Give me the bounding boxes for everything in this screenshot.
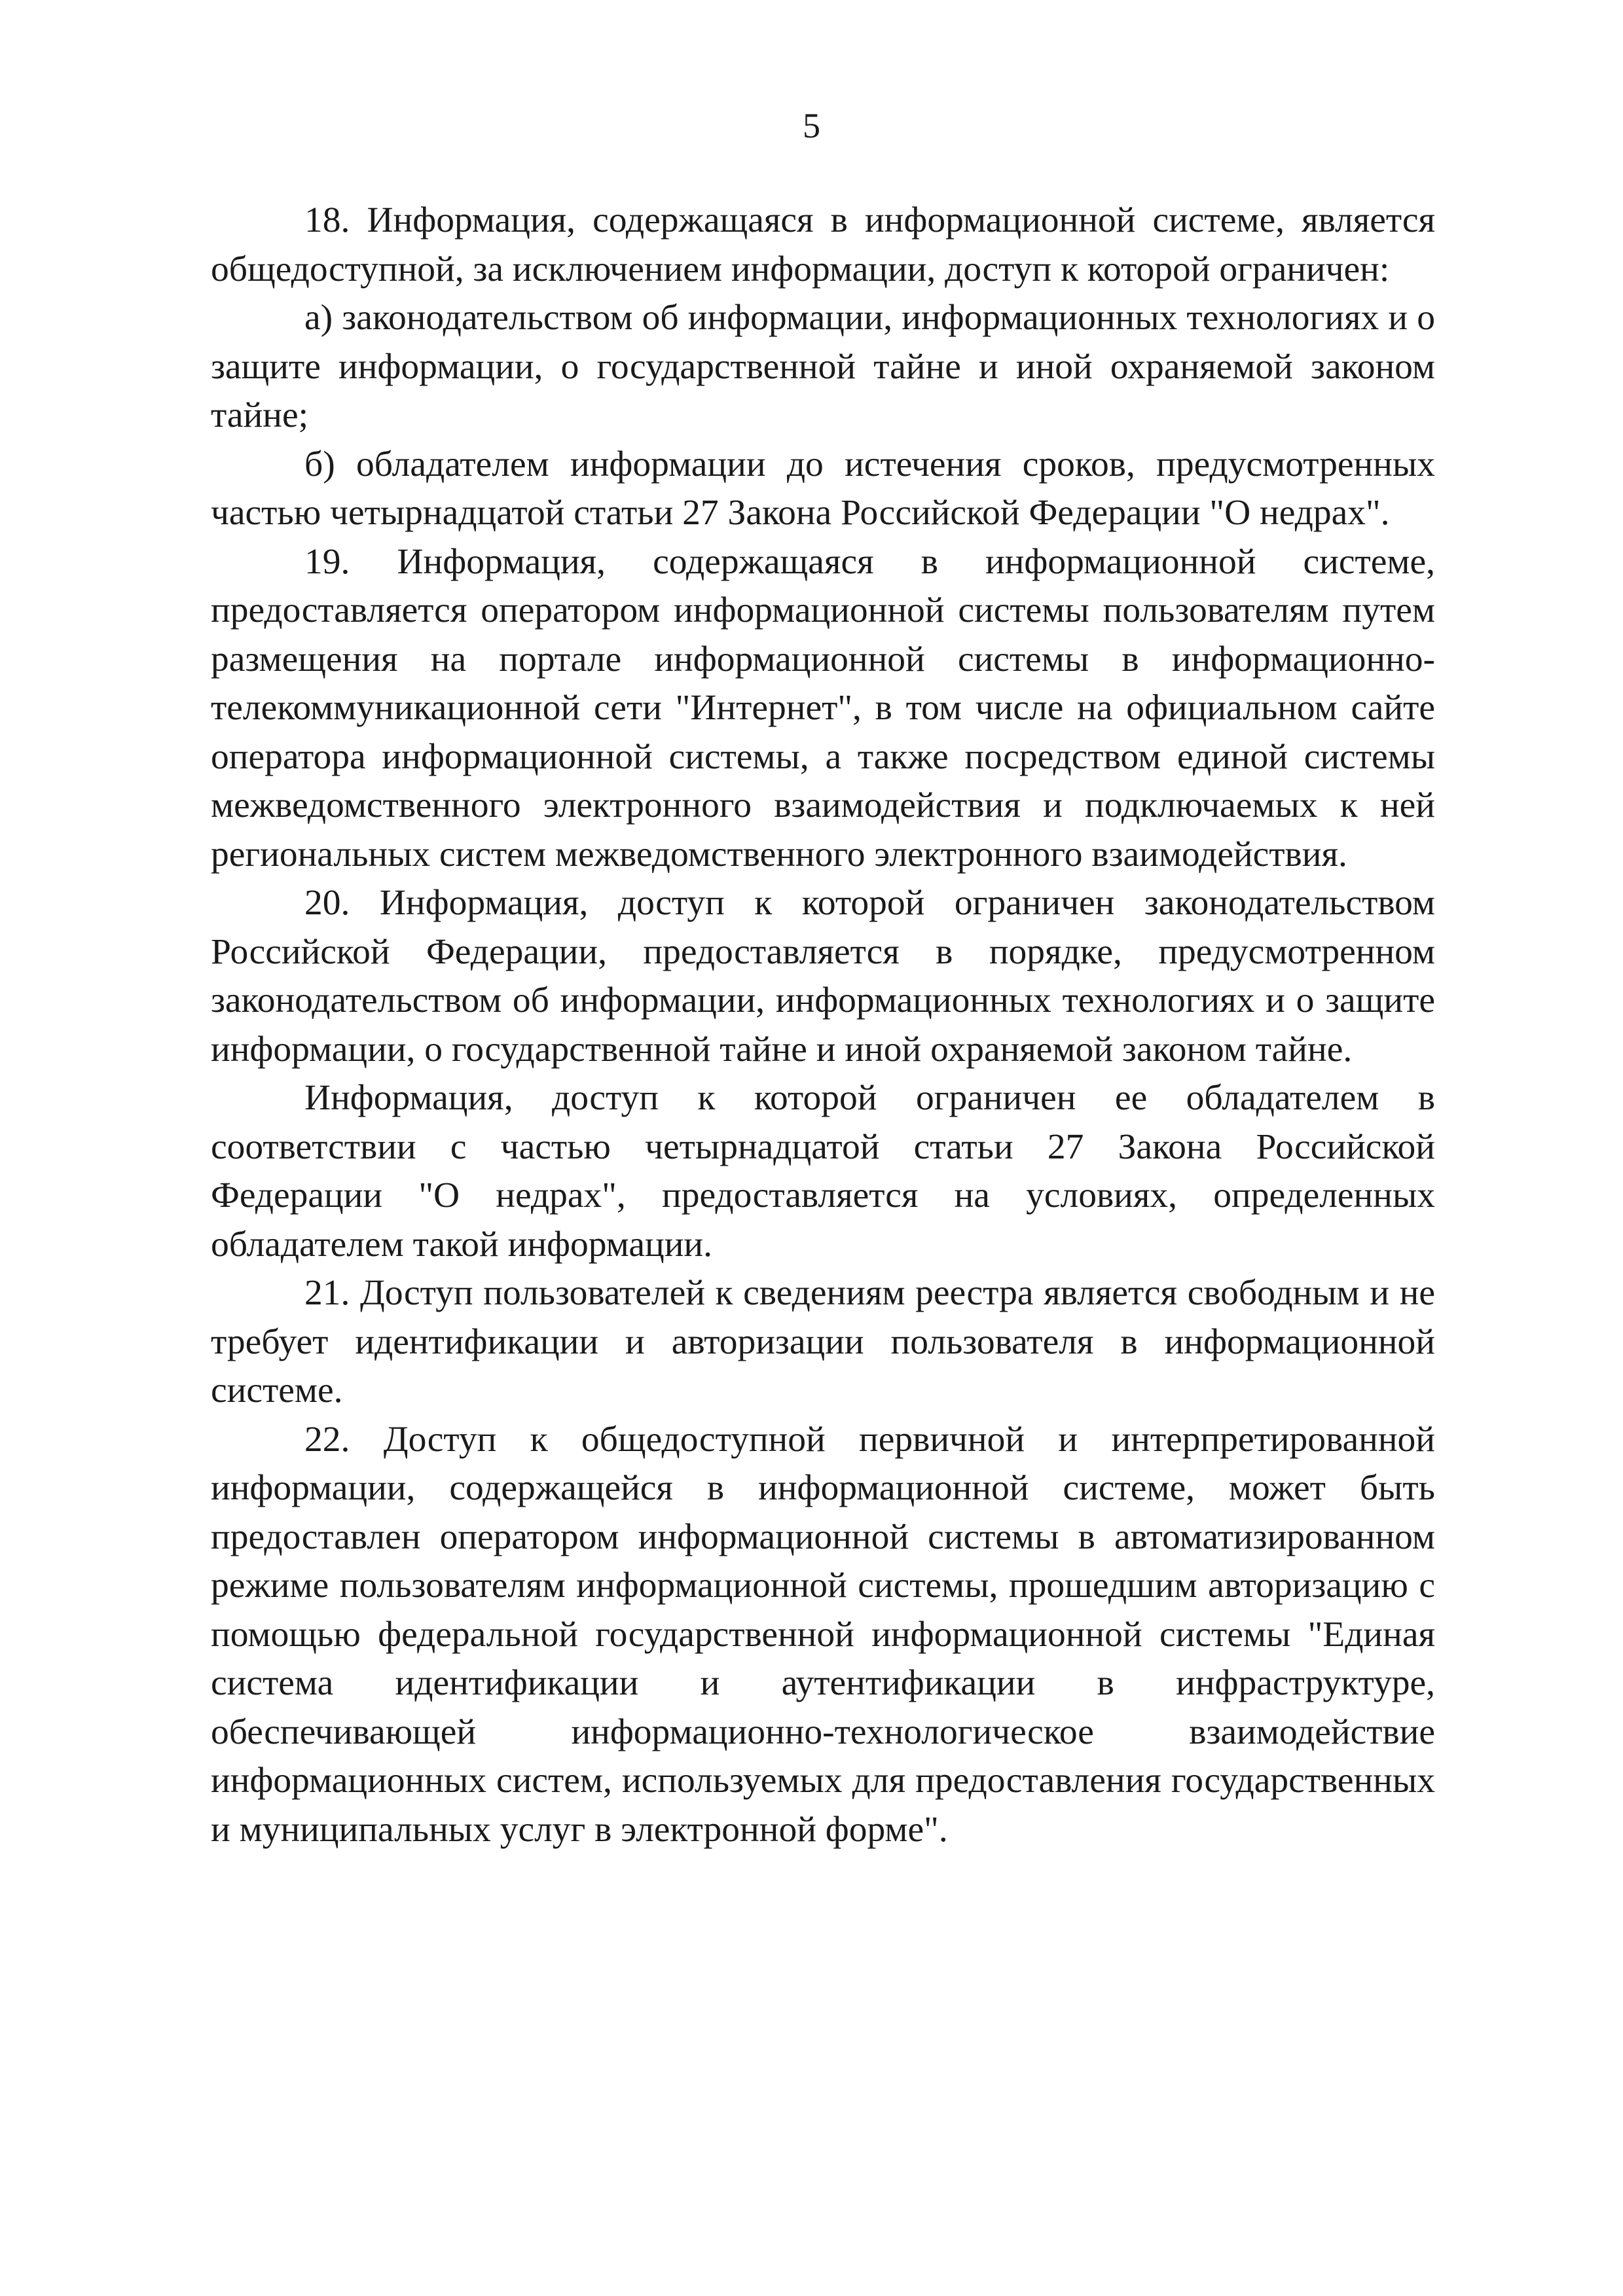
paragraph-22: 22. Доступ к общедоступной первичной и интерпретированной информации, содержащейся в информационной системе, может быть предоставлен оператором информационной системы в автоматизированном режиме пользователям информационной системы, прошедшим авторизацию с помощью федеральной государственной информационной системы "Единая система идентификации и аутентификации в инфраструктуре, обеспечивающей информационно-технологическое взаимодействие информационных систем, используемых для предоставления государственных и муниципальных услуг в электронной форме". <box>211 1419 1435 1850</box>
document-body <box>211 196 1435 1854</box>
paragraph-18: 18. Информация, содержащаяся в информационной системе, является общедоступной, за исключением информации, доступ к которой ограничен: <box>211 200 1435 289</box>
page-number: 5 <box>803 106 820 145</box>
paragraph-19: 19. Информация, содержащаяся в информационной системе, предоставляется оператором информационной системы пользователям путем размещения на портале информационной системы в информационно-телекоммуникационной сети "Интернет", в том числе на официальном сайте оператора информационной системы, а также посредством единой системы межведомственного электронного взаимодействия и подключаемых к ней региональных систем межведомственного электронного взаимодействия. <box>211 541 1435 874</box>
paragraph-18a: а) законодательством об информации, информационных технологиях и о защите информации, о государственной тайне и иной охраняемой законом тайне; <box>211 298 1435 435</box>
paragraph-20-part-2: Информация, доступ к которой ограничен ее обладателем в соответствии с частью четырнадцатой статьи 27 Закона Российской Федерации "О недрах", предоставляется на условиях, определенных обладателем такой информации. <box>211 1078 1435 1265</box>
paragraph-18b: б) обладателем информации до истечения сроков, предусмотренных частью четырнадцатой статьи 27 Закона Российской Федерации "О недрах". <box>211 444 1435 533</box>
paragraph-20: 20. Информация, доступ к которой ограничен законодательством Российской Федерации, предоставляется в порядке, предусмотренном законодательством об информации, информационных технологиях и о защите информации, о государственной тайне и иной охраняемой законом тайне. <box>211 883 1435 1069</box>
paragraph-21: 21. Доступ пользователей к сведениям реестра является свободным и не требует идентификации и авторизации пользователя в информационной системе. <box>211 1273 1435 1410</box>
